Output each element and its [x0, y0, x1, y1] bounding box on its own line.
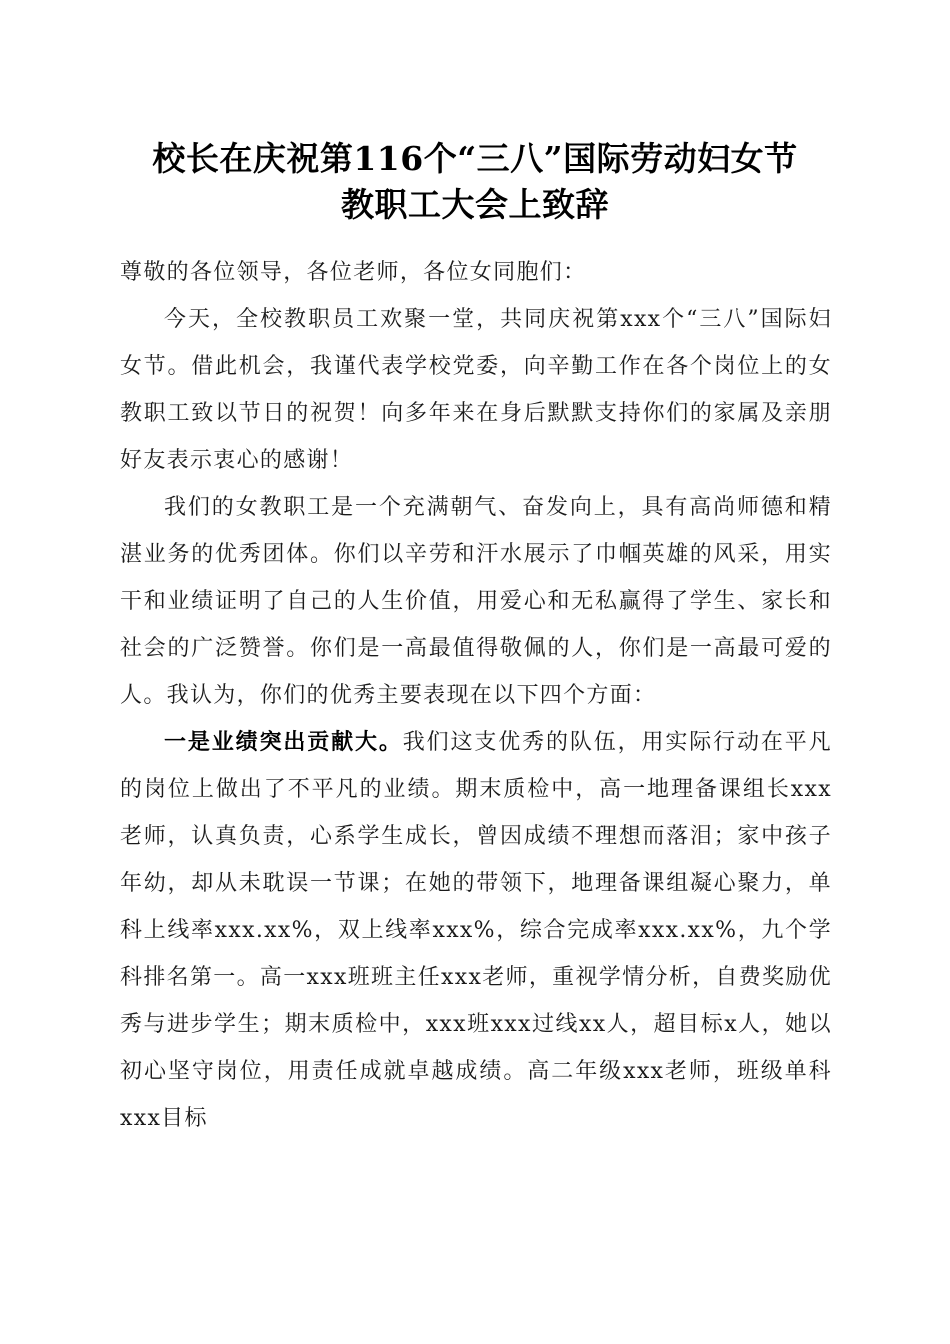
title-line-2: 教职工大会上致辞 — [341, 185, 609, 224]
paragraph-praise: 我们的女教职工是一个充满朝气、奋发向上，具有高尚师德和精湛业务的优秀团体。你们以辛劳和汗水展示了巾帼英雄的风采，用实干和业绩证明了自己的人生价值，用爱心和无私赢得了学生、家长和社会的广泛赞誉。你们是一高最值得敬佩的人，你们是一高最可爱的人。我认为，你们的优秀主要表现在以下四个方面： — [120, 495, 832, 708]
salutation: 尊敬的各位领导，各位老师，各位女同胞们： — [120, 260, 587, 285]
document-body — [120, 249, 832, 1142]
title-line-1: 校长在庆祝第116个“三八”国际劳动妇女节 — [152, 139, 798, 178]
section-1-text: 我们这支优秀的队伍，用实际行动在平凡的岗位上做出了不平凡的业绩。期末质检中，高一地理备课组长xxx老师，认真负责，心系学生成长，曾因成绩不理想而落泪；家中孩子年幼，却从未耽误一节课；在她的带领下，地理备课组凝心聚力，单科上线率xxx.xx%，双上线率xxx%，综合完成率xxx.xx%，九个学科排名第一。高一xxx班班主任xxx老师，重视学情分析，自费奖励优秀与进步学生；期末质检中，xxx班xxx过线xx人，超目标x人，她以初心坚守岗位，用责任成就卓越成绩。高二年级xxx老师，班级单科xxx目标 — [120, 730, 833, 1131]
paragraph-opening: 今天，全校教职员工欢聚一堂，共同庆祝第xxx个“三八”国际妇女节。借此机会，我谨代表学校党委，向辛勤工作在各个岗位上的女教职工致以节日的祝贺！向多年来在身后默默支持你们的家属及亲朋好友表示衷心的感谢！ — [120, 307, 832, 473]
section-1-lead: 一是业绩突出贡献大。 — [164, 729, 403, 755]
document-title — [0, 136, 950, 228]
paragraph-section-1 — [120, 719, 832, 1142]
